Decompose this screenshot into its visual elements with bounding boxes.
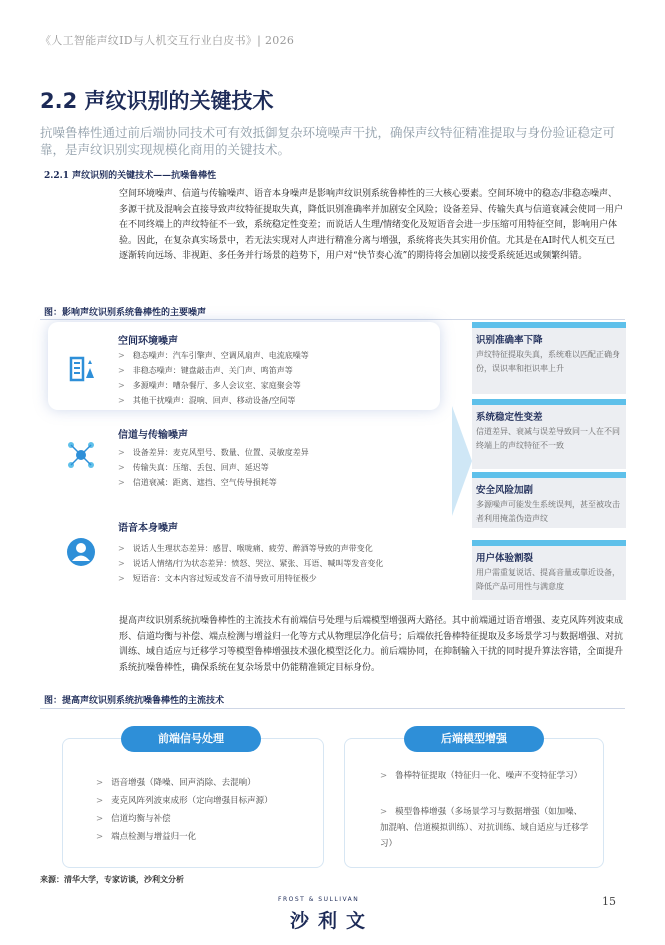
front-end-item: > 端点检测与增益归一化 <box>96 832 197 842</box>
section-lead: 抗噪鲁棒性通过前后端协同技术可有效抵御复杂环境噪声干扰，确保声纹特征精准提取与身份验证稳定可靠，是声纹识别实现规模化商用的关键技术。 <box>40 125 616 157</box>
impact-desc: 信道差异、衰减与误差导致同一人在不同终端上的声纹特征不一致 <box>476 427 620 450</box>
body-paragraph-1: 空间环境噪声、信道与传输噪声、语音本身噪声是影响声纹识别系统鲁棒性的三大核心要素。空间环境中的稳态/非稳态噪声、多源干扰及混响会直接导致声纹特征提取失真，降低识别准确率并加剧安全风险；设备差异、传输失真与信道衰减会使同一用户在不同终端上的声纹特征不一致，系统稳定性变差；而说话人生理/情绪变化及短语音会进一步压缩可用特征空间，影响用户体验。因此，在复杂真实场景中，若无法实现对人声进行精准分离与增强，系统将丧失其实用价值。尤其是在AI时代人机交互已逐渐转向远场、非视距、多任务并行场景的趋势下，用户对“快节奏心流”的期待将会加剧以接受系统延迟或频繁纠错。 <box>119 189 624 261</box>
impact-title: 用户体验割裂 <box>476 553 534 564</box>
noise-item: > 设备差异：麦克风型号、数量、位置、灵敏度差异 <box>118 448 309 457</box>
impact-title: 识别准确率下降 <box>476 335 543 346</box>
impact-card-3 <box>472 472 626 528</box>
noise-item: > 说话人生理状态差异：感冒、喉咙痛、疲劳、醉酒等导致的声带变化 <box>118 544 373 553</box>
figure-1-divider <box>40 319 625 320</box>
noise-item: > 稳态噪声：汽车引擎声、空调风扇声、电流底噪等 <box>118 351 309 360</box>
impact-card-4 <box>472 540 626 600</box>
report-header-title: 《人工智能声纹ID与人机交互行业白皮书》| 2026 <box>40 34 295 47</box>
source-note: 来源：清华大学，专家访谈，沙利文分析 <box>40 874 184 884</box>
impact-card-2 <box>472 399 626 469</box>
figure-2-divider <box>40 708 625 709</box>
subsection-heading: 2.2.1 声纹识别的关键技术——抗噪鲁棒性 <box>44 171 217 181</box>
front-end-item: > 麦克风阵列波束成形（定向增强目标声源） <box>96 796 273 806</box>
section-title: 2.2 声纹识别的关键技术 <box>40 89 274 113</box>
flow-arrow-icon <box>452 406 472 516</box>
noise-item: > 信道衰减：距离、遮挡、空气传导损耗等 <box>118 478 277 487</box>
building-wave-icon <box>66 354 96 384</box>
noise-item: > 传输失真：压缩、丢包、回声、延迟等 <box>118 463 269 472</box>
front-end-item: > 信道均衡与补偿 <box>96 814 171 824</box>
impact-desc: 声纹特征提取失真，系统难以匹配正确身份，误识率和拒识率上升 <box>476 350 620 373</box>
noise-category-title-3: 语音本身噪声 <box>118 523 178 534</box>
impact-desc: 用户需重复说话、提高音量或靠近设备，降低产品可用性与满意度 <box>476 568 620 591</box>
body-paragraph-2: 提高声纹识别系统抗噪鲁棒性的主流技术有前端信号处理与后端模型增强两大路径。其中前端通过语音增强、麦克风阵列波束成形、信道均衡与补偿、端点检测与增益归一化等方式从物理层净化信号；后端依托鲁棒特征提取及多场景学习与数据增强、对抗训练、域自适应与迁移学习等模型鲁棒增强技术强化模型泛化力。前后端协同，在抑制输入干扰的同时提升算法容错，全面提升系统抗噪鲁棒性，确保系统在复杂场景中仍能精准锁定目标身份。 <box>119 616 624 673</box>
noise-item: > 多源噪声：嘈杂餐厅、多人会议室、家庭聚会等 <box>118 381 301 390</box>
noise-category-title-2: 信道与传输噪声 <box>118 430 188 441</box>
impact-title: 系统稳定性变差 <box>476 412 543 423</box>
back-end-pill: 后端模型增强 <box>404 726 544 752</box>
noise-item: > 其他干扰噪声：混响、回声、移动设备/空间等 <box>118 396 296 405</box>
back-end-item: > 模型鲁棒增强（多场景学习与数据增强（如加噪、加混响、信道模拟训练）、对抗训练、域自适应与迁移学习） <box>380 807 589 849</box>
impact-title: 安全风险加剧 <box>476 485 534 496</box>
noise-item: > 短语音：文本内容过短或发音不清导致可用特征极少 <box>118 574 317 583</box>
network-icon <box>66 440 96 470</box>
figure-2-caption: 图：提高声纹识别系统抗噪鲁棒性的主流技术 <box>44 696 225 706</box>
frost-sullivan-logo-text: FROST & SULLIVAN <box>278 896 360 903</box>
noise-item: > 说话人情绪/行为状态差异：愤怒、哭泣、紧张、耳语、喊叫等发音变化 <box>118 559 384 568</box>
sullivan-logo: 沙利文 <box>290 910 375 932</box>
noise-item: > 非稳态噪声：键盘敲击声、关门声、鸣笛声等 <box>118 366 293 375</box>
back-end-item: > 鲁棒特征提取（特征归一化、噪声不变特征学习） <box>380 771 583 781</box>
figure-1-caption: 图：影响声纹识别系统鲁棒性的主要噪声 <box>44 308 207 318</box>
page-number: 15 <box>602 895 616 908</box>
front-end-pill: 前端信号处理 <box>121 726 261 752</box>
user-icon <box>66 537 96 567</box>
noise-category-title-1: 空间环境噪声 <box>118 336 178 347</box>
impact-card-1 <box>472 322 626 394</box>
front-end-item: > 语音增强（降噪、回声消除、去混响） <box>96 778 256 788</box>
impact-desc: 多源噪声可能发生系统误判，甚至被攻击者利用掩盖伪造声纹 <box>476 500 620 523</box>
